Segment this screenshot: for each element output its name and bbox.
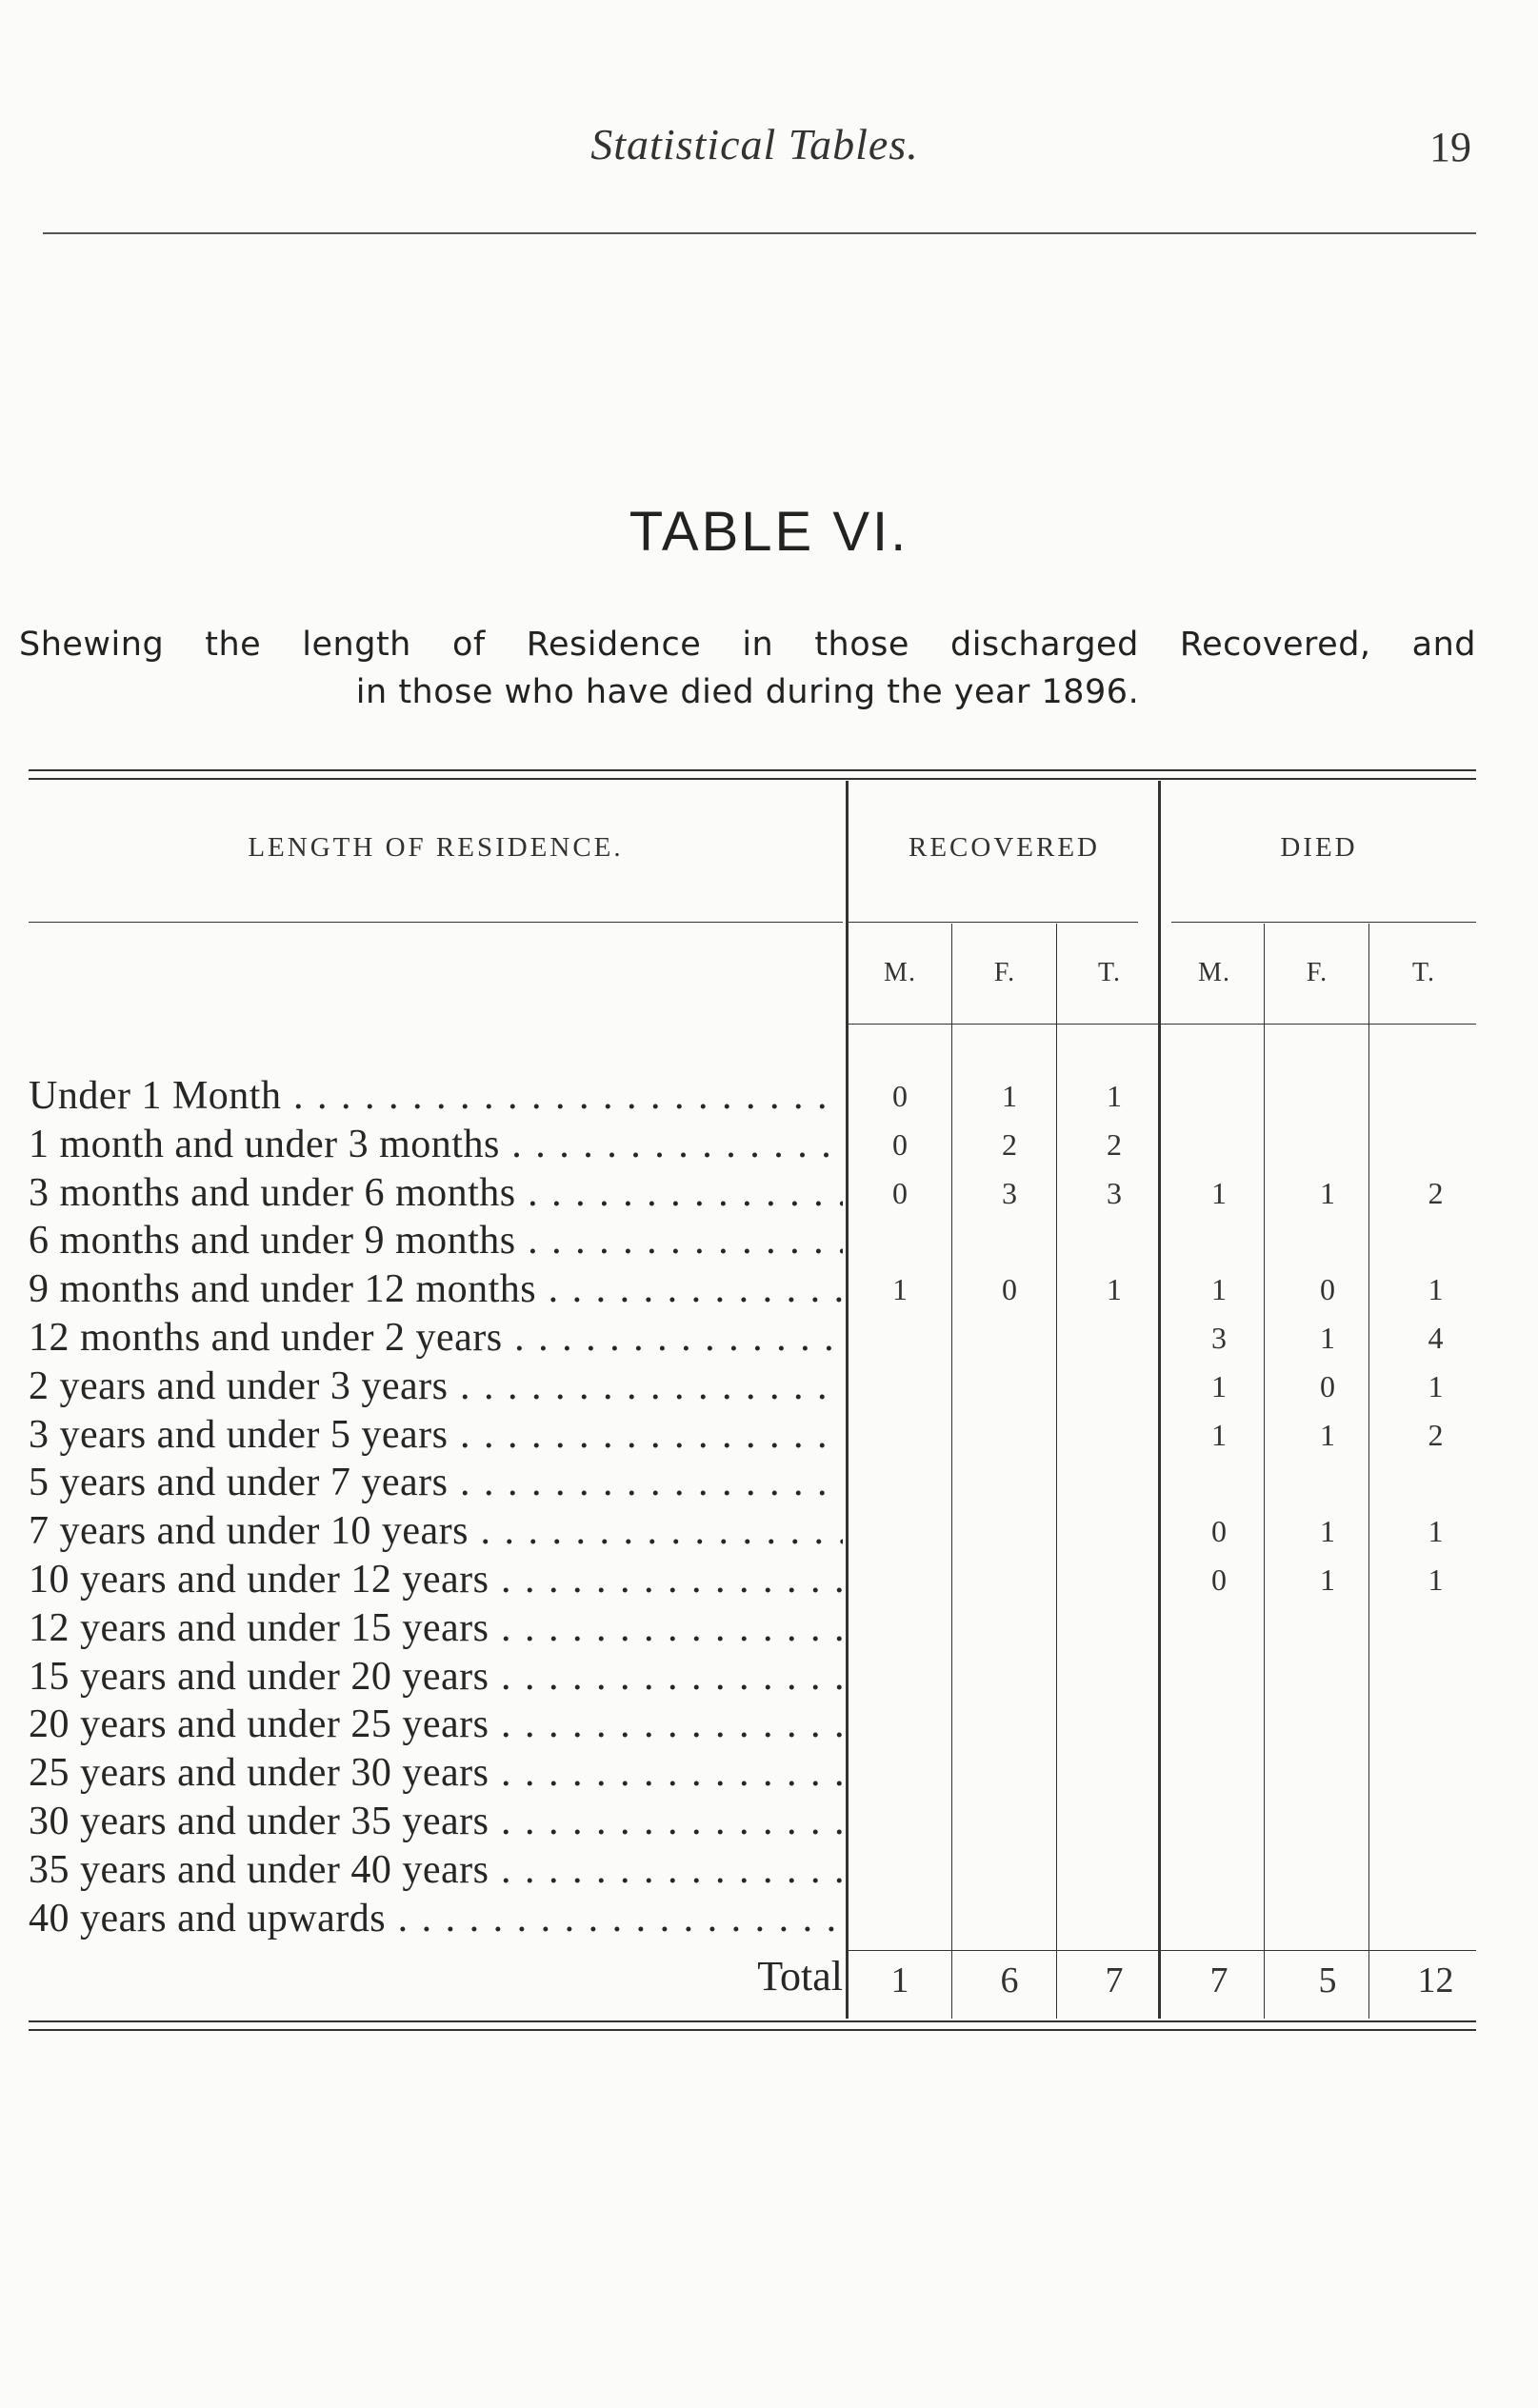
row-label: 1 month and under 3 months . . . <box>29 1121 843 1169</box>
cell-rec-f <box>957 1798 1062 1846</box>
row-label: 3 months and under 6 months . . . <box>29 1169 843 1218</box>
total-rec-m: 1 <box>890 1960 909 2000</box>
row-label: 5 years and under 7 years . . . <box>29 1459 843 1507</box>
sub-header-rec-t: T. <box>1097 958 1122 987</box>
cell-died-t <box>1381 1604 1490 1653</box>
caption-line-1: Shewing the length of Residence in those discharged Recovered, and <box>19 626 1476 664</box>
cell-died-m <box>1167 1217 1271 1265</box>
row-label: 7 years and under 10 years . . . <box>29 1507 843 1556</box>
cell-rec-t <box>1062 1701 1167 1749</box>
subheader-rule <box>848 1024 1476 1025</box>
total-died-m: 7 <box>1209 1960 1228 2000</box>
cell-died-f <box>1274 1653 1381 1702</box>
cell-died-m: 0 <box>1211 1514 1227 1548</box>
cell-died-t <box>1381 1701 1490 1749</box>
cell-died-t: 1 <box>1428 1562 1444 1597</box>
cell-died-f: 0 <box>1320 1272 1335 1306</box>
row-label: 35 years and under 40 years . . . <box>29 1846 843 1895</box>
col-header-recovered: RECOVERED <box>909 832 1100 863</box>
row-label: 12 months and under 2 years . . . <box>29 1314 843 1363</box>
cell-rec-t <box>1062 1653 1167 1702</box>
cell-rec-f <box>957 1701 1062 1749</box>
cell-died-f <box>1274 1072 1381 1121</box>
row-label: 15 years and under 20 years . . . <box>29 1653 843 1702</box>
row-label: 2 years and under 3 years . . . <box>29 1363 843 1411</box>
row-label: 3 years and under 5 years . . . <box>29 1411 843 1460</box>
running-title: Statistical Tables. <box>590 120 919 169</box>
table-row <box>29 1459 1495 1507</box>
header-rule-died <box>1171 922 1476 923</box>
total-label: Total <box>757 1953 843 2000</box>
sub-header-rec-f: F. <box>993 958 1016 987</box>
cell-died-m <box>1167 1798 1271 1846</box>
cell-rec-t <box>1062 1507 1167 1556</box>
cell-died-m: 3 <box>1211 1321 1227 1355</box>
cell-died-f <box>1274 1604 1381 1653</box>
cell-died-m <box>1167 1653 1271 1702</box>
cell-rec-m <box>848 1217 952 1265</box>
cell-rec-f <box>957 1217 1062 1265</box>
cell-rec-m <box>848 1846 952 1895</box>
cell-died-m <box>1167 1459 1271 1507</box>
col-header-died: DIED <box>1280 832 1358 863</box>
row-label: 10 years and under 12 years . . . <box>29 1556 843 1604</box>
col-header-length: LENGTH OF RESIDENCE. <box>248 832 624 863</box>
cell-rec-t <box>1062 1556 1167 1604</box>
cell-died-m <box>1167 1072 1271 1121</box>
total-row <box>29 1948 1495 2005</box>
row-label: 9 months and under 12 months . . . <box>29 1265 843 1314</box>
sub-header-died-t: T. <box>1411 958 1436 987</box>
sub-header-died-m: M. <box>1198 958 1230 987</box>
cell-rec-t <box>1062 1217 1167 1265</box>
bottom-rule-2 <box>29 2029 1476 2031</box>
cell-died-f <box>1274 1895 1381 1943</box>
cell-died-t: 2 <box>1428 1176 1444 1210</box>
table-row <box>29 1072 1495 1121</box>
cell-rec-m <box>848 1798 952 1846</box>
cell-rec-m <box>848 1604 952 1653</box>
cell-died-f <box>1274 1217 1381 1265</box>
cell-rec-t <box>1062 1604 1167 1653</box>
table-row <box>29 1846 1495 1895</box>
cell-died-m: 1 <box>1211 1272 1227 1306</box>
cell-rec-t <box>1062 1459 1167 1507</box>
cell-rec-m <box>848 1749 952 1798</box>
total-rec-t: 7 <box>1105 1960 1124 2000</box>
cell-rec-t <box>1062 1798 1167 1846</box>
table-row <box>29 1363 1495 1411</box>
cell-rec-f <box>957 1749 1062 1798</box>
cell-rec-m <box>848 1556 952 1604</box>
cell-died-f: 1 <box>1320 1562 1335 1597</box>
row-label: 12 years and under 15 years . . . <box>29 1604 843 1653</box>
cell-rec-f <box>957 1363 1062 1411</box>
row-label: 40 years and upwards . . . <box>29 1895 843 1943</box>
cell-rec-f <box>957 1556 1062 1604</box>
head-rule <box>43 232 1476 234</box>
table-row <box>29 1507 1495 1556</box>
table-row <box>29 1604 1495 1653</box>
cell-died-f <box>1274 1846 1381 1895</box>
cell-died-m <box>1167 1749 1271 1798</box>
cell-died-m <box>1167 1121 1271 1169</box>
cell-died-t <box>1381 1895 1490 1943</box>
cell-died-t: 4 <box>1428 1321 1444 1355</box>
cell-died-f <box>1274 1749 1381 1798</box>
cell-died-t <box>1381 1459 1490 1507</box>
row-label: Under 1 Month . . . <box>29 1072 843 1121</box>
cell-died-m: 1 <box>1211 1176 1227 1210</box>
cell-died-t: 1 <box>1428 1514 1444 1548</box>
cell-rec-m: 0 <box>892 1176 908 1210</box>
table-row <box>29 1121 1495 1169</box>
table-row <box>29 1217 1495 1265</box>
row-label: 6 months and under 9 months . . . <box>29 1217 843 1265</box>
cell-rec-m <box>848 1895 952 1943</box>
bottom-rule-1 <box>29 2020 1476 2022</box>
cell-died-f: 1 <box>1320 1176 1335 1210</box>
cell-rec-t <box>1062 1895 1167 1943</box>
cell-died-m <box>1167 1895 1271 1943</box>
table-row <box>29 1749 1495 1798</box>
cell-rec-m <box>848 1459 952 1507</box>
cell-rec-t <box>1062 1363 1167 1411</box>
cell-rec-f <box>957 1459 1062 1507</box>
top-rule-2 <box>29 778 1476 780</box>
cell-rec-f: 3 <box>1002 1176 1017 1210</box>
row-label: 20 years and under 25 years . . . <box>29 1701 843 1749</box>
table-row <box>29 1895 1495 1943</box>
cell-died-f <box>1274 1121 1381 1169</box>
table-row <box>29 1798 1495 1846</box>
cell-died-f <box>1274 1459 1381 1507</box>
cell-died-t: 1 <box>1428 1369 1444 1403</box>
cell-died-m <box>1167 1604 1271 1653</box>
cell-rec-t <box>1062 1846 1167 1895</box>
cell-rec-t: 1 <box>1107 1272 1122 1306</box>
cell-rec-f <box>957 1411 1062 1460</box>
table-row <box>29 1314 1495 1363</box>
table-row <box>29 1556 1495 1604</box>
caption-line-2: in those who have died during the year 1896. <box>355 673 1140 711</box>
cell-died-t <box>1381 1072 1490 1121</box>
cell-rec-t <box>1062 1749 1167 1798</box>
top-rule-1 <box>29 769 1476 771</box>
row-label: 25 years and under 30 years . . . <box>29 1749 843 1798</box>
cell-died-t <box>1381 1121 1490 1169</box>
cell-died-t <box>1381 1798 1490 1846</box>
cell-died-m <box>1167 1701 1271 1749</box>
cell-died-m: 0 <box>1211 1562 1227 1597</box>
cell-rec-m <box>848 1507 952 1556</box>
cell-died-f <box>1274 1701 1381 1749</box>
cell-rec-f: 2 <box>1002 1127 1017 1162</box>
table-row <box>29 1701 1495 1749</box>
total-died-f: 5 <box>1318 1960 1337 2000</box>
cell-died-m: 1 <box>1211 1418 1227 1452</box>
cell-rec-t <box>1062 1314 1167 1363</box>
row-label: 30 years and under 35 years . . . <box>29 1798 843 1846</box>
table-row <box>29 1653 1495 1702</box>
cell-rec-f <box>957 1507 1062 1556</box>
cell-rec-f <box>957 1314 1062 1363</box>
cell-died-m <box>1167 1846 1271 1895</box>
cell-rec-m: 1 <box>892 1272 908 1306</box>
cell-died-f: 0 <box>1320 1369 1335 1403</box>
cell-rec-f <box>957 1604 1062 1653</box>
sub-header-died-f: F. <box>1306 958 1328 987</box>
cell-rec-t: 2 <box>1107 1127 1122 1162</box>
header-rule-left <box>29 922 843 923</box>
table-title: TABLE VI. <box>629 501 909 563</box>
cell-died-t <box>1381 1846 1490 1895</box>
cell-died-m: 1 <box>1211 1369 1227 1403</box>
cell-died-t: 1 <box>1428 1272 1444 1306</box>
cell-died-t <box>1381 1749 1490 1798</box>
sub-header-rec-m: M. <box>884 958 916 987</box>
cell-rec-f <box>957 1895 1062 1943</box>
cell-rec-m <box>848 1314 952 1363</box>
cell-rec-m <box>848 1653 952 1702</box>
cell-rec-f <box>957 1653 1062 1702</box>
cell-rec-m <box>848 1411 952 1460</box>
total-rec-f: 6 <box>1000 1960 1019 2000</box>
table-row <box>29 1265 1495 1314</box>
cell-rec-t: 1 <box>1107 1079 1122 1113</box>
cell-died-f: 1 <box>1320 1418 1335 1452</box>
cell-rec-m: 0 <box>892 1127 908 1162</box>
total-died-t: 12 <box>1417 1960 1454 2000</box>
table-row <box>29 1411 1495 1460</box>
cell-died-t <box>1381 1653 1490 1702</box>
cell-rec-m <box>848 1363 952 1411</box>
cell-rec-f: 0 <box>1002 1272 1017 1306</box>
running-head <box>38 119 1471 176</box>
cell-died-t <box>1381 1217 1490 1265</box>
cell-rec-m: 0 <box>892 1079 908 1113</box>
cell-died-f <box>1274 1798 1381 1846</box>
cell-died-t: 2 <box>1428 1418 1444 1452</box>
cell-rec-f <box>957 1846 1062 1895</box>
cell-rec-t: 3 <box>1107 1176 1122 1210</box>
table-row <box>29 1169 1495 1218</box>
header-rule-recovered <box>848 922 1138 923</box>
cell-died-f: 1 <box>1320 1514 1335 1548</box>
cell-rec-t <box>1062 1411 1167 1460</box>
cell-died-f: 1 <box>1320 1321 1335 1355</box>
cell-rec-m <box>848 1701 952 1749</box>
cell-rec-f: 1 <box>1002 1079 1017 1113</box>
table-caption <box>19 621 1476 716</box>
page-number: 19 <box>1429 124 1471 170</box>
